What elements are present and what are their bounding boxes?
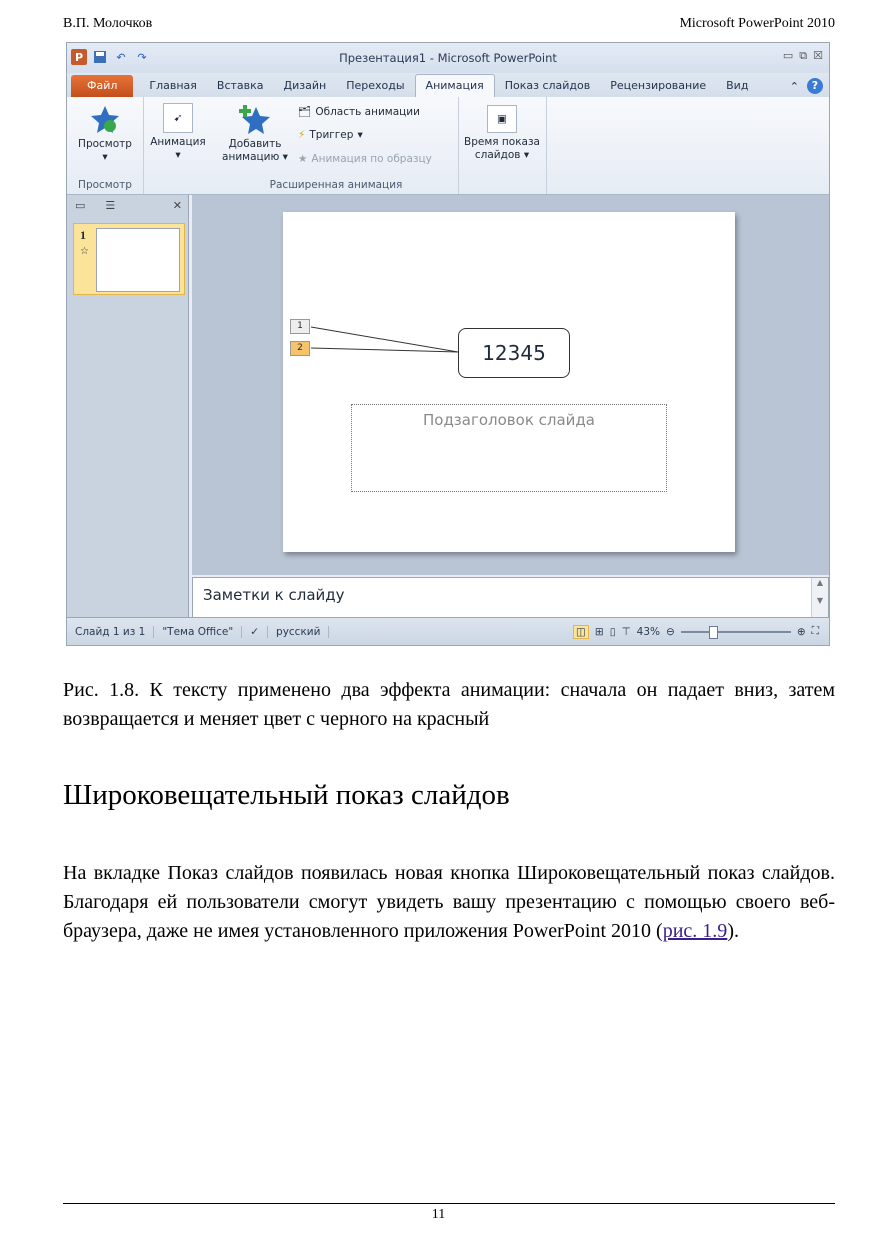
subtitle-placeholder[interactable]: Подзаголовок слайда: [351, 404, 667, 492]
outline-tab-icon[interactable]: ☰: [105, 198, 116, 212]
slide-canvas: [192, 195, 829, 575]
group-preview: [67, 97, 144, 194]
thumbnail-number: 1: [80, 228, 86, 242]
window-controls: [783, 49, 823, 63]
status-bar: [67, 617, 829, 645]
zoom-controls: [573, 625, 829, 639]
redo-icon[interactable]: ↷: [137, 50, 147, 64]
animation-pane-icon: 🗂: [298, 106, 312, 118]
animation-tag-2[interactable]: 2: [290, 341, 310, 356]
fit-to-window-icon[interactable]: ⛶: [811, 625, 819, 637]
slide-text-box[interactable]: 12345: [458, 328, 570, 378]
lightning-icon: ⚡: [298, 129, 306, 141]
ribbon-tabs: [67, 73, 829, 97]
ribbon: [67, 97, 829, 195]
group-advanced-label: Расширенная анимация: [269, 179, 403, 191]
slides-tab-icon[interactable]: ▭: [75, 198, 86, 212]
reading-view-icon[interactable]: ▯: [609, 625, 616, 638]
preview-button[interactable]: Просмотр ▾: [71, 103, 139, 164]
thumbnail-image: [96, 228, 180, 292]
spellcheck-icon[interactable]: ✓: [242, 626, 268, 638]
collapse-ribbon-icon[interactable]: ⌃: [789, 79, 799, 93]
animation-connector-lines: [283, 212, 483, 372]
notes-pane[interactable]: [192, 577, 829, 618]
restore-icon[interactable]: ⧉: [799, 49, 808, 62]
minimize-icon[interactable]: ▭: [782, 49, 794, 62]
zoom-level[interactable]: 43%: [636, 625, 661, 638]
running-header-author: В.П. Молочков: [63, 16, 153, 31]
animation-tag-1[interactable]: 1: [290, 319, 310, 334]
group-timing: [458, 97, 547, 194]
zoom-slider[interactable]: [681, 631, 791, 633]
animation-styles-icon: ➹: [163, 103, 193, 133]
tab-design[interactable]: Дизайн: [283, 79, 327, 92]
work-area: [67, 195, 829, 618]
tab-file[interactable]: Файл: [71, 75, 133, 97]
tab-view[interactable]: Вид: [726, 79, 749, 92]
close-pane-icon[interactable]: ✕: [172, 198, 182, 212]
page-number: 11: [431, 1207, 446, 1222]
group-advanced-animation: [214, 97, 459, 194]
section-heading: Широковещательный показ слайдов: [63, 779, 510, 811]
window-title: Презентация1 - Microsoft PowerPoint: [339, 51, 557, 65]
notes-placeholder: Заметки к слайду: [203, 586, 345, 604]
figure-link[interactable]: рис. 1.9: [662, 920, 728, 942]
timing-button[interactable]: ▣ Время показа слайдов ▾: [462, 105, 542, 162]
timing-icon: ▣: [487, 105, 517, 133]
paragraph-text: На вкладке Показ слайдов появилась новая кнопка Широковещательный показ слайдов. Благодаря ей пользователи смогут увидеть вашу презентацию с помощью своего веб-браузера, даже не имея установленного приложения PowerPoint 2010 (: [63, 862, 835, 942]
zoom-out-icon[interactable]: ⊖: [666, 625, 675, 638]
help-icon[interactable]: ?: [807, 78, 823, 94]
title-bar: [67, 43, 829, 73]
status-theme[interactable]: "Тема Office": [154, 626, 242, 638]
tab-review[interactable]: Рецензирование: [610, 79, 707, 92]
zoom-in-icon[interactable]: ⊕: [796, 625, 806, 638]
powerpoint-app-icon[interactable]: P: [71, 49, 87, 65]
status-language[interactable]: русский: [268, 626, 329, 638]
tab-transitions[interactable]: Переходы: [346, 79, 405, 92]
tab-insert[interactable]: Вставка: [216, 79, 264, 92]
slide[interactable]: [283, 212, 735, 552]
undo-icon[interactable]: ↶: [116, 50, 126, 64]
slide-thumbnail[interactable]: [73, 223, 185, 295]
paragraph-end: ).: [727, 920, 739, 942]
add-animation-star-icon: [239, 103, 271, 135]
tab-slideshow[interactable]: Показ слайдов: [504, 79, 591, 92]
animation-styles-button[interactable]: ➹ Анимация ▾: [145, 103, 211, 162]
body-paragraph: [63, 859, 835, 946]
slide-sorter-icon[interactable]: ⊞: [594, 625, 604, 638]
add-animation-button[interactable]: Добавить анимацию ▾: [218, 103, 292, 164]
notes-scrollbar[interactable]: ▲ ▼: [811, 578, 828, 617]
powerpoint-screenshot: [66, 42, 830, 646]
animation-painter-icon: ★: [298, 153, 308, 165]
normal-view-icon[interactable]: ◫: [573, 625, 589, 639]
tab-animations[interactable]: Анимация: [415, 74, 495, 97]
close-icon[interactable]: ☒: [813, 49, 823, 62]
running-header-title: Microsoft PowerPoint 2010: [679, 16, 835, 31]
slides-pane: [67, 195, 189, 618]
footer-rule: [63, 1203, 835, 1204]
figure-caption: Рис. 1.8. К тексту применено два эффекта анимации: сначала он падает вниз, затем возвращается и меняет цвет с черного на красный: [63, 679, 835, 730]
slideshow-icon[interactable]: ⊤: [621, 625, 631, 638]
trigger-button[interactable]: ⚡ Триггер ▾: [298, 129, 363, 141]
status-slide-count: Слайд 1 из 1: [67, 626, 154, 638]
pane-tabs: [67, 195, 188, 215]
animation-star-icon: ☆: [80, 246, 89, 257]
animation-painter-button[interactable]: ★ Анимация по образцу: [298, 153, 432, 165]
star-preview-icon: [89, 103, 121, 135]
tab-home[interactable]: Главная: [149, 79, 197, 92]
animation-pane-button[interactable]: 🗂 Область анимации: [298, 105, 420, 118]
group-preview-label: Просмотр: [78, 179, 132, 191]
zoom-slider-knob[interactable]: [709, 626, 718, 639]
